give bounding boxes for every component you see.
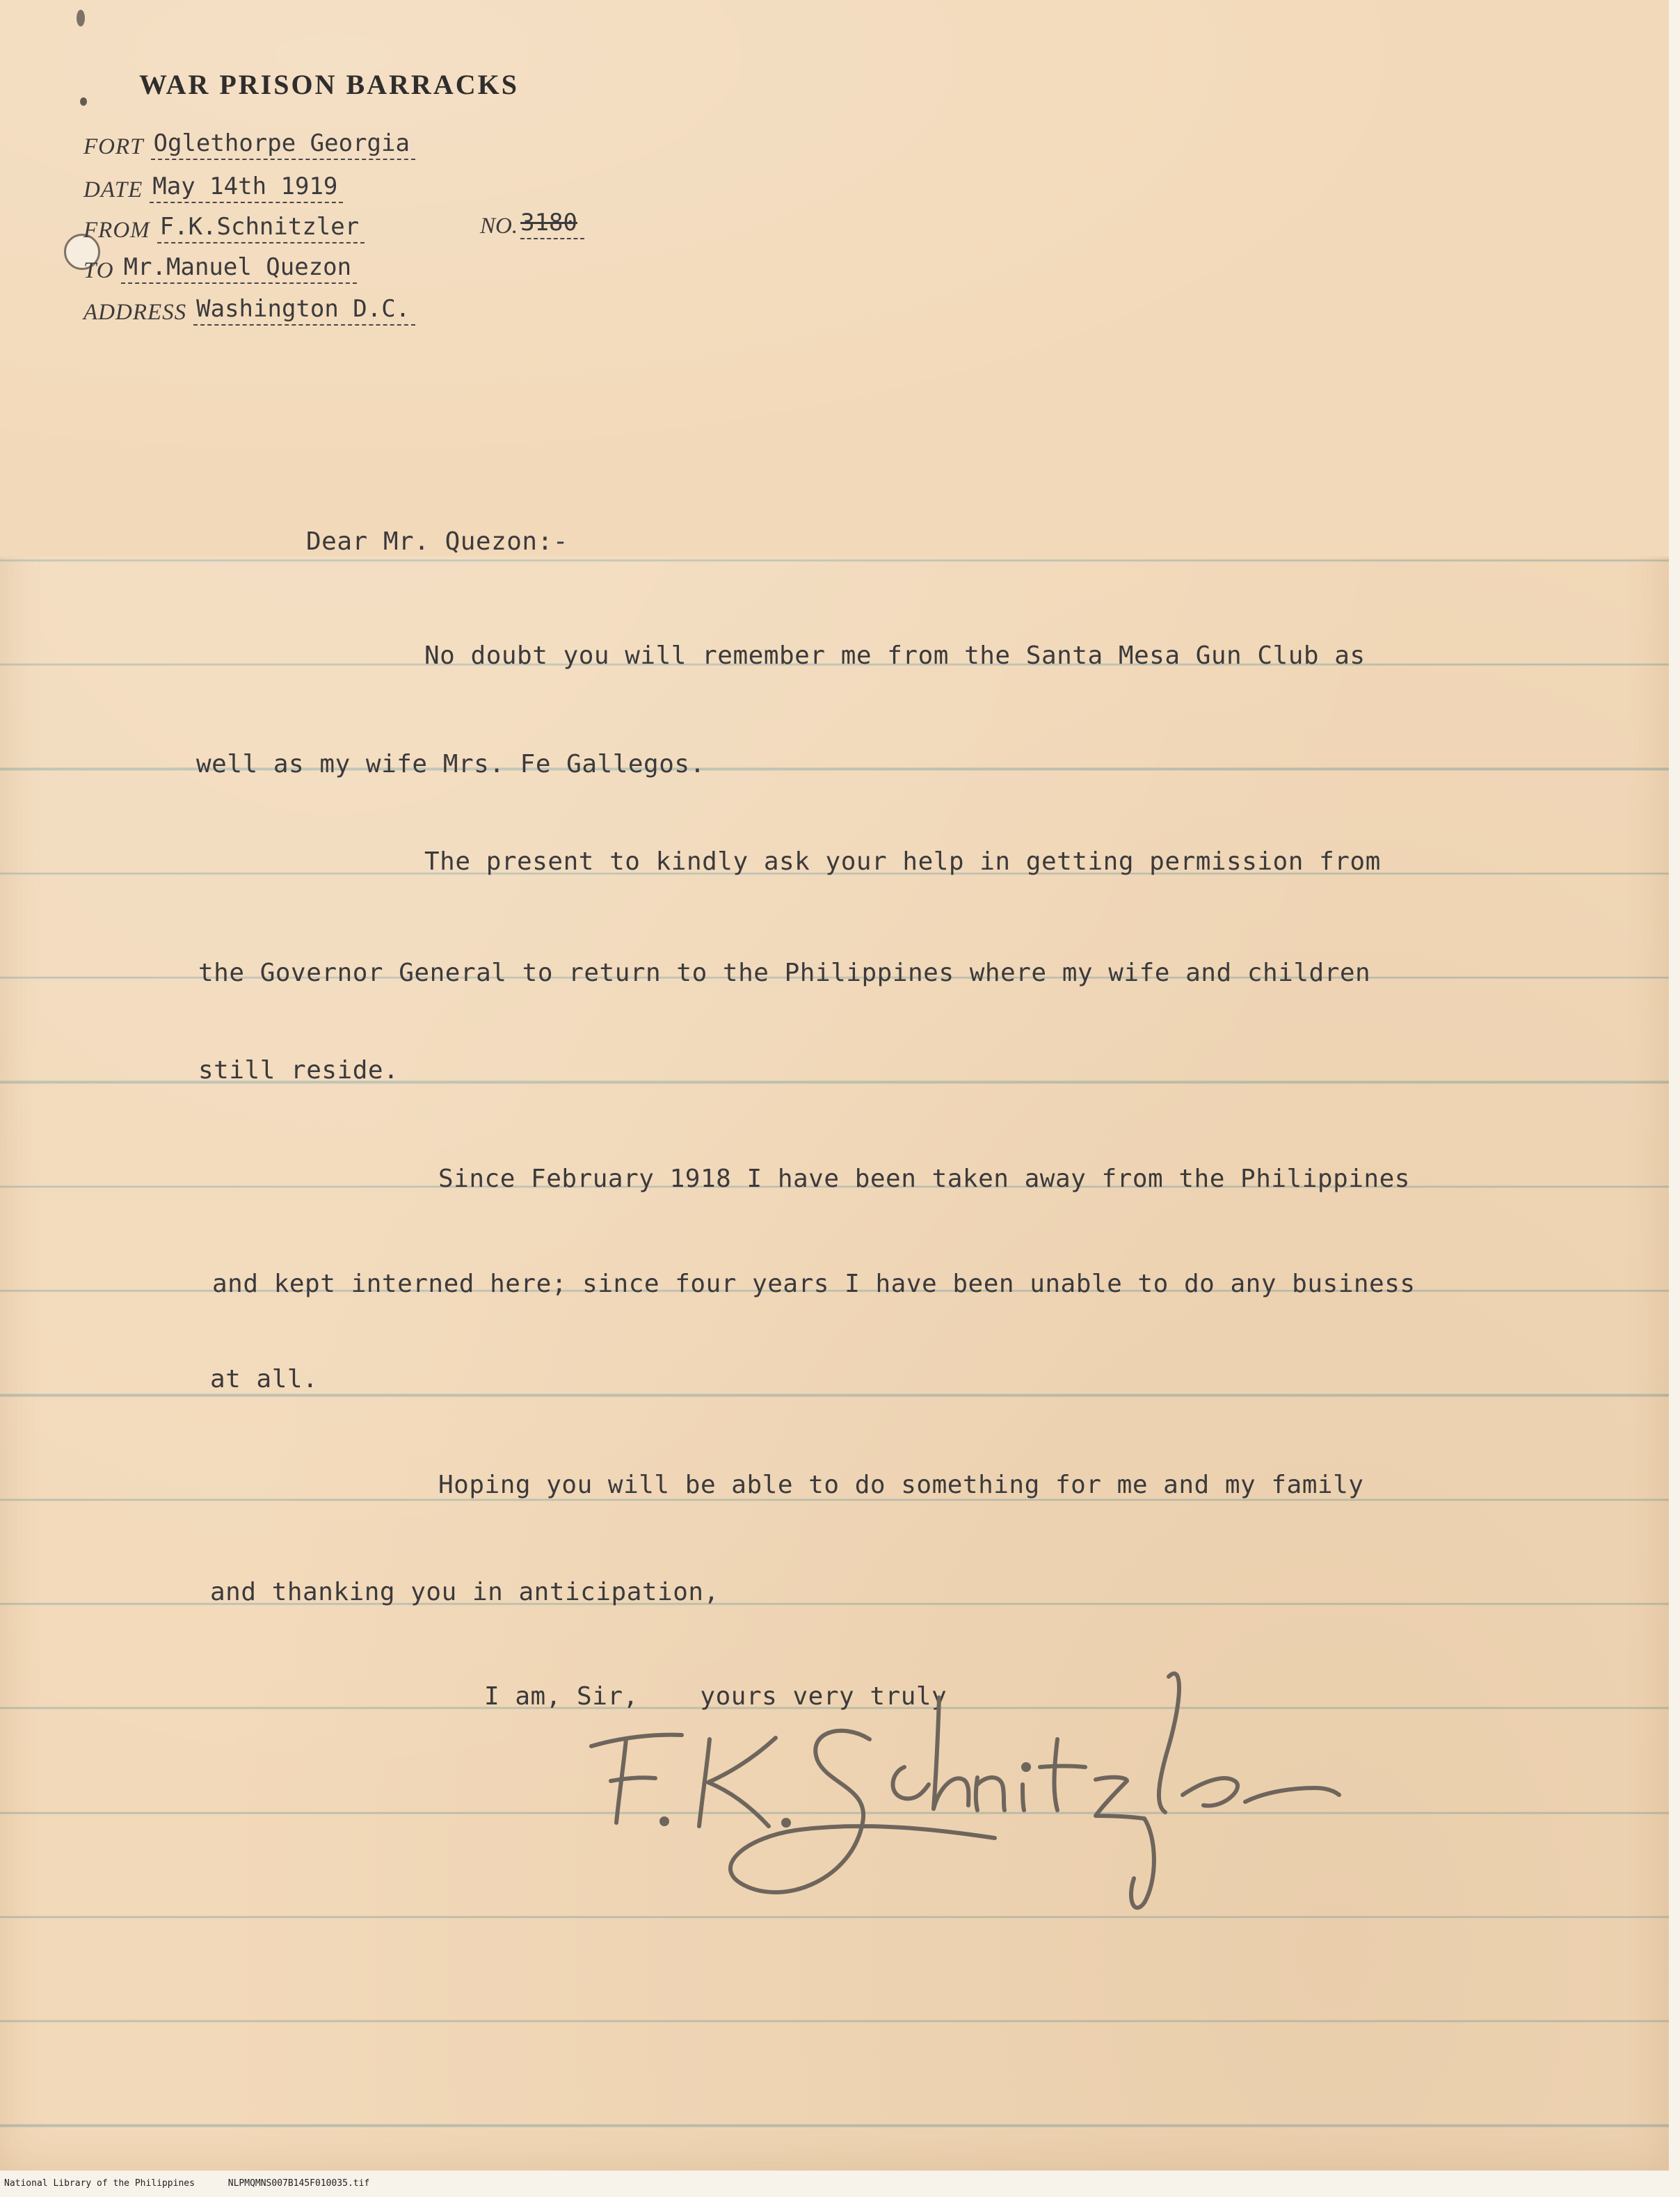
body-line: Since February 1918 I have been taken away from the Philippines: [438, 1165, 1410, 1193]
body-line: well as my wife Mrs. Fe Gallegos.: [196, 750, 705, 778]
fort-value: Oglethorpe Georgia: [151, 129, 415, 160]
closing: I am, Sir, yours very truly: [484, 1682, 947, 1711]
body-line: Hoping you will be able to do something for me and my family: [438, 1471, 1364, 1499]
date-value: May 14th 1919: [150, 173, 343, 203]
letterhead-title: WAR PRISON BARRACKS: [139, 69, 519, 100]
body-line: and kept interned here; since four years I have been unable to do any business: [212, 1270, 1416, 1298]
fort-field: [83, 125, 415, 160]
body-line: at all.: [210, 1365, 319, 1393]
salutation: Dear Mr. Quezon:-: [306, 527, 568, 556]
date-label: DATE: [83, 177, 143, 202]
body-line: No doubt you will remember me from the Santa Mesa Gun Club as: [424, 641, 1366, 670]
scan-footer: [4, 2178, 397, 2189]
number-value: 3180: [520, 209, 584, 239]
footer-file-name: NLPMQMNS007B145F010035.tif: [227, 2178, 370, 2189]
footer-institution: National Library of the Philippines: [4, 2178, 195, 2189]
from-value: F.K.Schnitzler: [157, 213, 365, 243]
from-field: [83, 209, 365, 243]
ink-mark: [77, 10, 85, 26]
from-label: FROM: [83, 218, 150, 243]
address-label: ADDRESS: [83, 300, 187, 325]
to-value: Mr.Manuel Quezon: [121, 253, 358, 284]
body-line: the Governor General to return to the Philippines where my wife and children: [198, 959, 1371, 987]
to-field: [83, 249, 357, 284]
signature: [577, 1656, 1357, 1934]
ink-mark: [80, 97, 87, 106]
fort-label: FORT: [83, 134, 144, 159]
address-field: [83, 291, 415, 326]
date-field: [83, 168, 343, 203]
body-line: still reside.: [198, 1056, 399, 1085]
number-label: NO.: [480, 214, 518, 239]
body-line: The present to kindly ask your help in getting permission from: [424, 847, 1381, 876]
address-value: Washington D.C.: [193, 295, 415, 326]
to-label: TO: [83, 258, 114, 283]
body-line: and thanking you in anticipation,: [210, 1578, 719, 1606]
number-field: [480, 209, 584, 239]
